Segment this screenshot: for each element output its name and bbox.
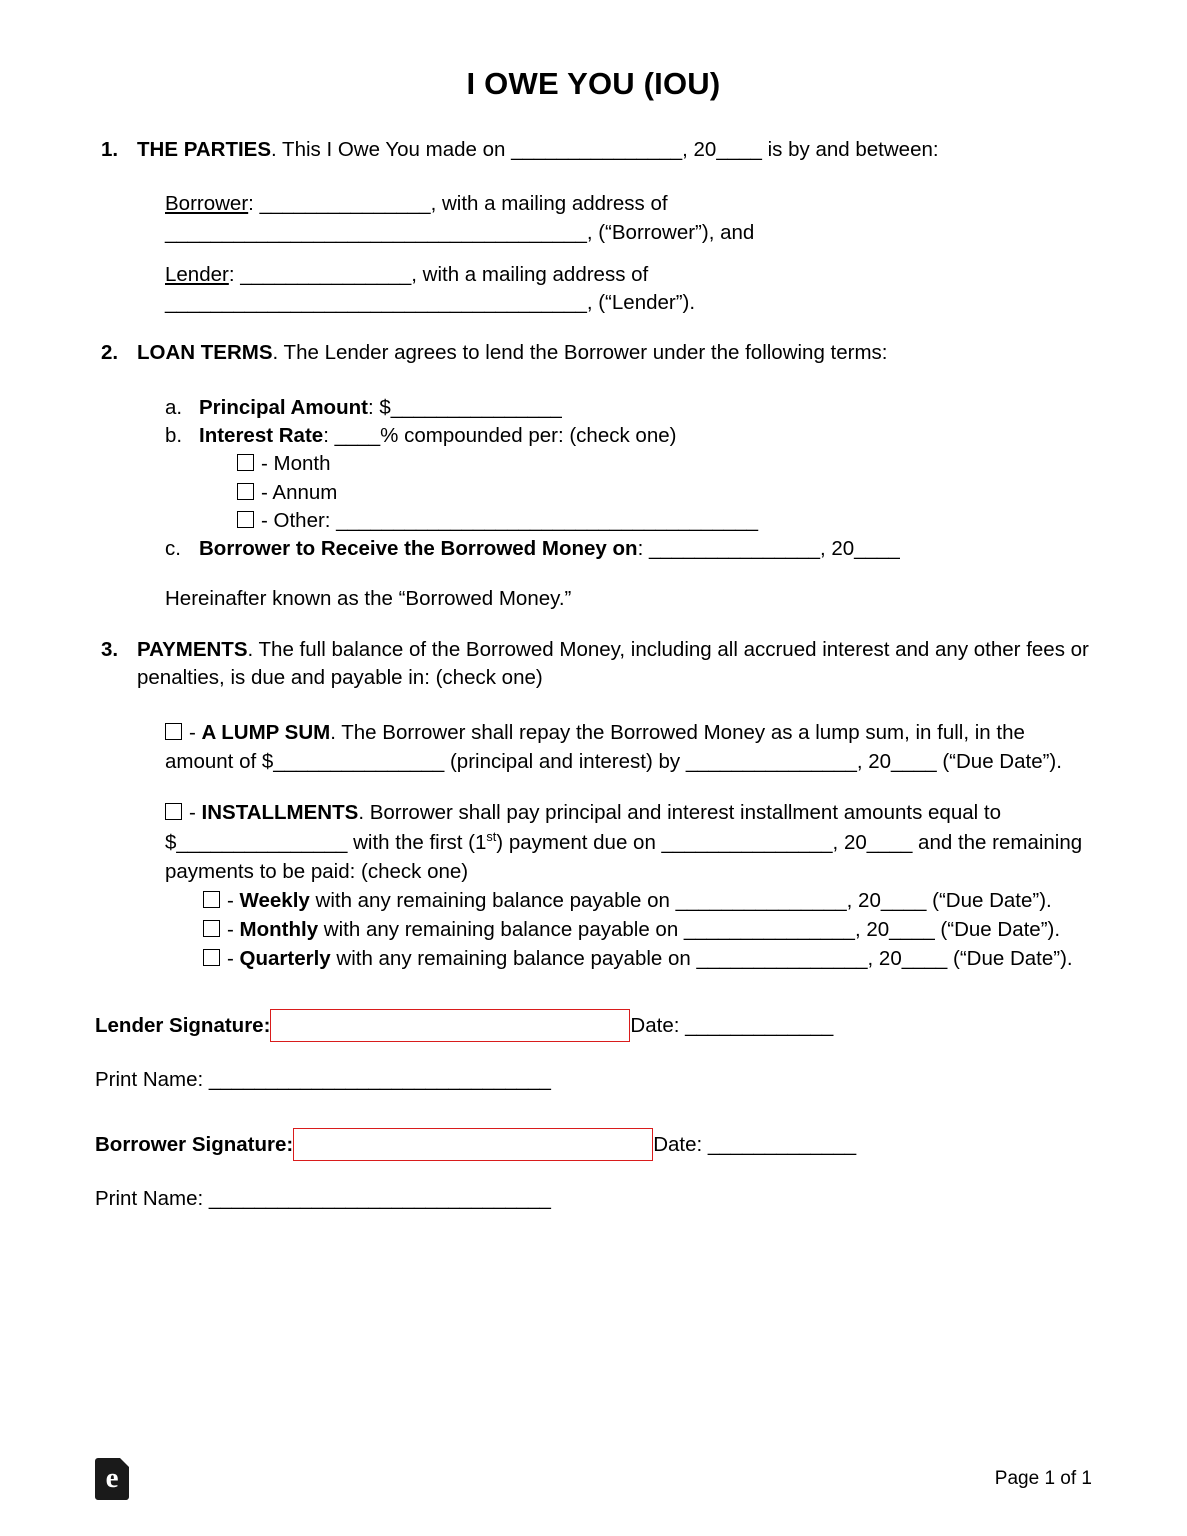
interest-option-annum-label: - Annum — [261, 480, 338, 504]
interest-option-month[interactable] — [237, 450, 1092, 478]
frequency-monthly-dash: - — [227, 917, 240, 941]
hereinafter-note: Hereinafter known as the “Borrowed Money.” — [165, 587, 572, 611]
borrower-signature-row — [95, 1128, 1092, 1161]
clause-1-text: . This I Owe You made on _______________, 20____ is by and between: — [271, 138, 939, 161]
frequency-quarterly-dash: - — [227, 946, 240, 970]
checkbox-icon[interactable] — [237, 483, 254, 500]
lender-line-1 — [165, 261, 1092, 289]
borrower-signature-field[interactable] — [293, 1128, 653, 1161]
loan-term-a-body — [199, 394, 1092, 422]
frequency-weekly-text: with any remaining balance payable on _______________, 20____ (“Due Date”). — [309, 888, 1052, 912]
principal-amount-field[interactable]: : $_______________ — [367, 395, 562, 419]
installments-text-2: ) payment due on _______________, 20____ and the remaining payments to be paid: (check one) — [165, 830, 1083, 883]
frequency-quarterly-label: Quarterly — [239, 946, 331, 970]
borrower-line-2: _____________________________________, (“Borrower”), and — [165, 220, 755, 244]
clause-payments — [95, 636, 1092, 693]
interest-rate-label: Interest Rate — [199, 423, 324, 447]
loan-term-c-body — [199, 535, 1092, 563]
interest-option-month-label: - Month — [261, 452, 331, 476]
frequency-quarterly-text: with any remaining balance payable on _______________, 20____ (“Due Date”). — [330, 946, 1073, 970]
installments-ordinal-suffix: st — [486, 828, 497, 844]
page-title: I OWE YOU (IOU) — [466, 66, 721, 101]
clause-1-number: 1. — [101, 138, 119, 161]
loan-term-a — [165, 394, 1092, 422]
interest-rate-line — [199, 422, 1092, 450]
borrower-line-1 — [165, 190, 1092, 218]
checkbox-icon[interactable] — [237, 511, 254, 528]
loan-terms-list — [165, 394, 1092, 564]
borrower-print-name[interactable]: Print Name: ______________________________ — [95, 1187, 551, 1211]
page-footer — [95, 1458, 1092, 1500]
lump-sum-label: A LUMP SUM — [201, 721, 331, 745]
lender-line-2: _____________________________________, (“Lender”). — [165, 291, 696, 315]
clause-2-text: . The Lender agrees to lend the Borrower under the following terms: — [272, 341, 888, 365]
clause-2-body — [137, 339, 1092, 367]
borrower-label: Borrower — [165, 192, 249, 216]
checkbox-icon[interactable] — [237, 454, 254, 471]
frequency-quarterly[interactable] — [203, 944, 1092, 973]
checkbox-icon[interactable] — [165, 723, 182, 740]
loan-term-b — [165, 422, 1092, 535]
frequency-monthly-text: with any remaining balance payable on _______________, 20____ (“Due Date”). — [318, 917, 1061, 941]
checkbox-icon[interactable] — [165, 803, 182, 820]
lender-fill: : _______________, with a mailing address of — [228, 262, 649, 286]
checkbox-icon[interactable] — [203, 891, 220, 908]
lender-print-name[interactable]: Print Name: ______________________________ — [95, 1068, 551, 1092]
lender-signature-field[interactable] — [270, 1009, 630, 1042]
borrower-signature-label: Borrower Signature: — [95, 1132, 294, 1156]
clause-loan-terms — [95, 339, 1092, 367]
installments-label: INSTALLMENTS — [201, 801, 359, 825]
frequency-monthly-label: Monthly — [239, 917, 319, 941]
installments-option[interactable] — [165, 798, 1092, 973]
frequency-weekly[interactable] — [203, 886, 1092, 915]
lump-sum-text: . The Borrower shall repay the Borrowed Money as a lump sum, in full, in the amount of $_______________ (principal and interest) by _______________, 20____ (“Due Date”). — [165, 721, 1062, 774]
loan-term-b-body — [199, 422, 1092, 535]
clause-3-number: 3. — [101, 637, 119, 661]
clause-the-parties — [95, 136, 1092, 164]
lender-block — [165, 261, 1092, 318]
checkbox-icon[interactable] — [203, 920, 220, 937]
loan-term-b-letter: b. — [165, 423, 183, 447]
clause-3-body — [137, 636, 1092, 693]
receive-money-label: Borrower to Receive the Borrowed Money on — [199, 537, 638, 561]
page-number: Page 1 of 1 — [994, 1468, 1092, 1489]
installments-text-1: . Borrower shall pay principal and interest installment amounts equal to $_______________ with the first (1 — [165, 801, 1001, 854]
loan-term-c — [165, 535, 1092, 563]
interest-rate-field[interactable]: : ____% compounded per: (check one) — [323, 423, 677, 447]
interest-option-other-label: - Other: _____________________________________ — [261, 508, 759, 532]
clause-3-heading: PAYMENTS — [137, 637, 248, 661]
borrower-fill: : _______________, with a mailing address of — [248, 192, 668, 216]
borrower-block — [165, 190, 1092, 247]
checkbox-icon[interactable] — [203, 949, 220, 966]
principal-amount-label: Principal Amount — [199, 395, 368, 419]
lender-label: Lender — [165, 262, 229, 286]
lump-sum-dash: - — [189, 721, 202, 745]
lender-signature-label: Lender Signature: — [95, 1013, 271, 1037]
clause-2-heading: LOAN TERMS — [137, 341, 273, 365]
loan-term-a-letter: a. — [165, 395, 183, 419]
borrower-date-field[interactable]: Date: _____________ — [653, 1132, 857, 1156]
clause-3-text: . The full balance of the Borrowed Money, including all accrued interest and any other fees or penalties, is due and payable in: (check one) — [137, 637, 1089, 689]
installments-dash: - — [189, 801, 202, 825]
lender-signature-row — [95, 1009, 1092, 1042]
clause-1-body — [137, 136, 1092, 164]
loan-term-c-letter: c. — [165, 537, 181, 561]
frequency-weekly-label: Weekly — [239, 888, 310, 912]
lender-date-field[interactable]: Date: _____________ — [630, 1013, 834, 1037]
interest-option-other[interactable] — [237, 507, 1092, 535]
clause-2-number: 2. — [101, 341, 119, 365]
interest-option-annum[interactable] — [237, 479, 1092, 507]
frequency-weekly-dash: - — [227, 888, 240, 912]
receive-money-field[interactable]: : _______________, 20____ — [637, 537, 900, 561]
lump-sum-option[interactable] — [165, 718, 1092, 776]
eforms-logo-icon — [95, 1458, 129, 1500]
frequency-monthly[interactable] — [203, 915, 1092, 944]
clause-1-heading: THE PARTIES — [137, 138, 272, 161]
